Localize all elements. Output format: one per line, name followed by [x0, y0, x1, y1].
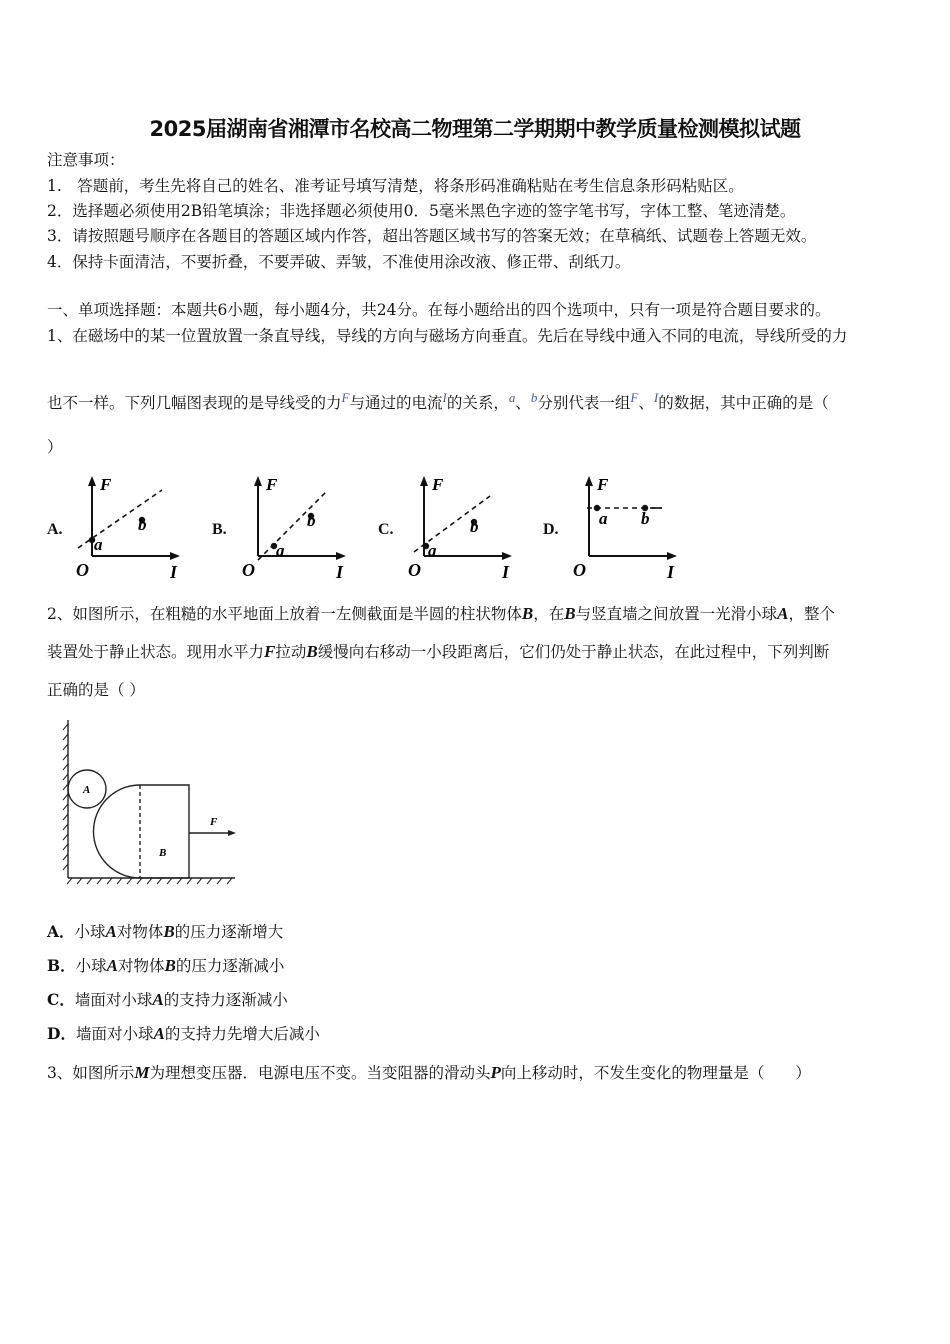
question-2-line3: 正确的是（ ） [47, 681, 145, 699]
question-2-line2 [47, 642, 829, 662]
text: 的关系， [446, 394, 509, 412]
origin-label: O [573, 560, 586, 580]
point-b-label: b [307, 511, 316, 530]
text: 装置处于静止状态。现用水平力 [47, 643, 265, 661]
text: 与竖直墙之间放置一光滑小球 [575, 605, 778, 623]
var-I: I [653, 390, 659, 405]
x-axis-arrow [667, 552, 677, 560]
text: 向上移动时，不发生变化的物理量是（ ） [500, 1064, 811, 1082]
x-axis-arrow [170, 552, 180, 560]
text: ，整个 [788, 605, 835, 623]
text: 3、如图所示 [47, 1064, 135, 1082]
ball-label: A [83, 784, 91, 796]
point-b-label: b [641, 509, 650, 528]
text: 分别代表一组 [537, 394, 631, 412]
text: 缓慢向右移动一小段距离后，它们仍处于静止状态，在此过程中，下列判断 [317, 643, 830, 661]
y-axis-label: F [266, 475, 278, 494]
var-a: a [508, 390, 516, 405]
text: 墙面对小球 [74, 991, 153, 1009]
question-3 [47, 1063, 811, 1083]
origin-label: O [408, 560, 421, 580]
text: 的支持力先增大后减小 [164, 1025, 320, 1043]
section-heading: 一、单项选择题：本题共6小题，每小题4分，共24分。在每小题给出的四个选项中，只有一项是符合题目要求的。 [47, 301, 831, 319]
var-F: F [264, 642, 276, 661]
text: 与通过的电流 [349, 394, 443, 412]
point-a-label: a [94, 535, 103, 554]
var-B: B [564, 604, 576, 623]
var-I: I [442, 390, 447, 405]
option-label: C． [47, 990, 75, 1009]
var-B: B [306, 642, 318, 661]
data-line [258, 492, 326, 560]
question-2-figure [60, 718, 245, 886]
y-axis-arrow [585, 476, 593, 486]
text: 对物体 [117, 957, 165, 975]
block-b [94, 785, 190, 878]
f-i-graph-c [402, 470, 532, 585]
text: 的压力逐渐减小 [175, 957, 285, 975]
text: 的数据，其中正确的是（ [658, 394, 829, 412]
q2-option-d[interactable] [47, 1024, 320, 1044]
var: B [163, 922, 175, 941]
text: 、 [638, 394, 654, 412]
origin-label: O [76, 560, 89, 580]
option-d-label: D. [543, 521, 559, 538]
notice-item: 1. 答题前，考生先将自己的姓名、准考证号填写清楚，将条形码准确粘贴在考生信息条形码粘贴区。 [47, 177, 744, 195]
option-label: D． [47, 1024, 76, 1043]
text: 拉动 [275, 643, 307, 661]
y-axis-arrow [254, 476, 262, 486]
point-b-label: b [470, 517, 479, 536]
y-axis-label: F [597, 475, 609, 494]
var: A [152, 990, 164, 1009]
text: 小球 [75, 957, 107, 975]
point-a-label: a [428, 541, 437, 560]
point-a-label: a [599, 509, 608, 528]
notice-item: 3．请按照题号顺序在各题目的答题区域内作答，超出答题区域书写的答案无效；在草稿纸、试题卷上答题无效。 [47, 227, 817, 245]
text: 也不一样。下列几幅图表现的是导线受的力 [47, 394, 342, 412]
var-A: A [777, 604, 789, 623]
var: B [164, 956, 176, 975]
x-axis-label: I [336, 562, 344, 582]
page-title: 2025届湖南省湘潭市名校高二物理第二学期期中教学质量检测模拟试题 [149, 117, 801, 141]
y-axis-arrow [88, 476, 96, 486]
var-F: F [341, 390, 350, 405]
text: 墙面对小球 [75, 1025, 154, 1043]
text: 的支持力逐渐减小 [163, 991, 288, 1009]
text: 、 [515, 394, 531, 412]
y-axis-label: F [432, 475, 444, 494]
x-axis-label: I [170, 562, 178, 582]
text: 的压力逐渐增大 [174, 923, 284, 941]
question-1-line1: 1、在磁场中的某一位置放置一条直导线，导线的方向与磁场方向垂直。先后在导线中通入不同的电流，导线所受的力 [47, 327, 848, 345]
text: ，在 [533, 605, 565, 623]
origin-label: O [242, 560, 255, 580]
notice-item: 4．保持卡面清洁，不要折叠，不要弄破、弄皱，不准使用涂改液、修正带、刮纸刀。 [47, 253, 631, 271]
var: A [153, 1024, 165, 1043]
q2-option-c[interactable] [47, 990, 288, 1010]
y-axis-label: F [100, 475, 112, 494]
f-i-graph-d [567, 470, 697, 585]
q2-option-b[interactable] [47, 956, 284, 976]
option-b-label: B. [212, 521, 227, 538]
var-b: b [530, 390, 538, 405]
y-axis-arrow [420, 476, 428, 486]
option-a-label: A. [47, 521, 63, 538]
option-c-label: C. [378, 521, 394, 538]
point-a-label: a [276, 541, 285, 560]
block-label: B [159, 847, 167, 859]
force-label: F [210, 816, 218, 828]
notice-item: 2．选择题必须使用2B铅笔填涂；非选择题必须使用0．5毫米黑色字迹的签字笔书写，字体工整、笔迹清楚。 [47, 202, 796, 220]
text: 为理想变压器．电源电压不变。当变阻器的滑动头 [149, 1064, 491, 1082]
option-label: A． [47, 922, 75, 941]
var-M: M [134, 1063, 150, 1082]
x-axis-label: I [502, 562, 510, 582]
var: A [105, 922, 117, 941]
var-B: B [521, 604, 534, 623]
question-1-close: ） [47, 438, 63, 456]
x-axis-arrow [336, 552, 346, 560]
text: 对物体 [116, 923, 164, 941]
x-axis-arrow [502, 552, 512, 560]
text: 小球 [74, 923, 106, 941]
f-i-graph-a [70, 470, 200, 585]
x-axis-label: I [667, 562, 675, 582]
f-i-graph-b [236, 470, 366, 585]
q2-option-a[interactable] [47, 922, 283, 942]
var-F: F [630, 390, 639, 405]
var-P: P [490, 1063, 501, 1082]
question-1-line2 [47, 388, 829, 413]
var: A [106, 956, 118, 975]
option-label: B． [47, 956, 76, 975]
text: 2、如图所示，在粗糙的水平地面上放着一左侧截面是半圆的柱状物体 [47, 605, 522, 623]
notice-heading: 注意事项： [47, 151, 125, 169]
point-b-label: b [138, 515, 147, 534]
question-2-line1 [47, 604, 835, 624]
